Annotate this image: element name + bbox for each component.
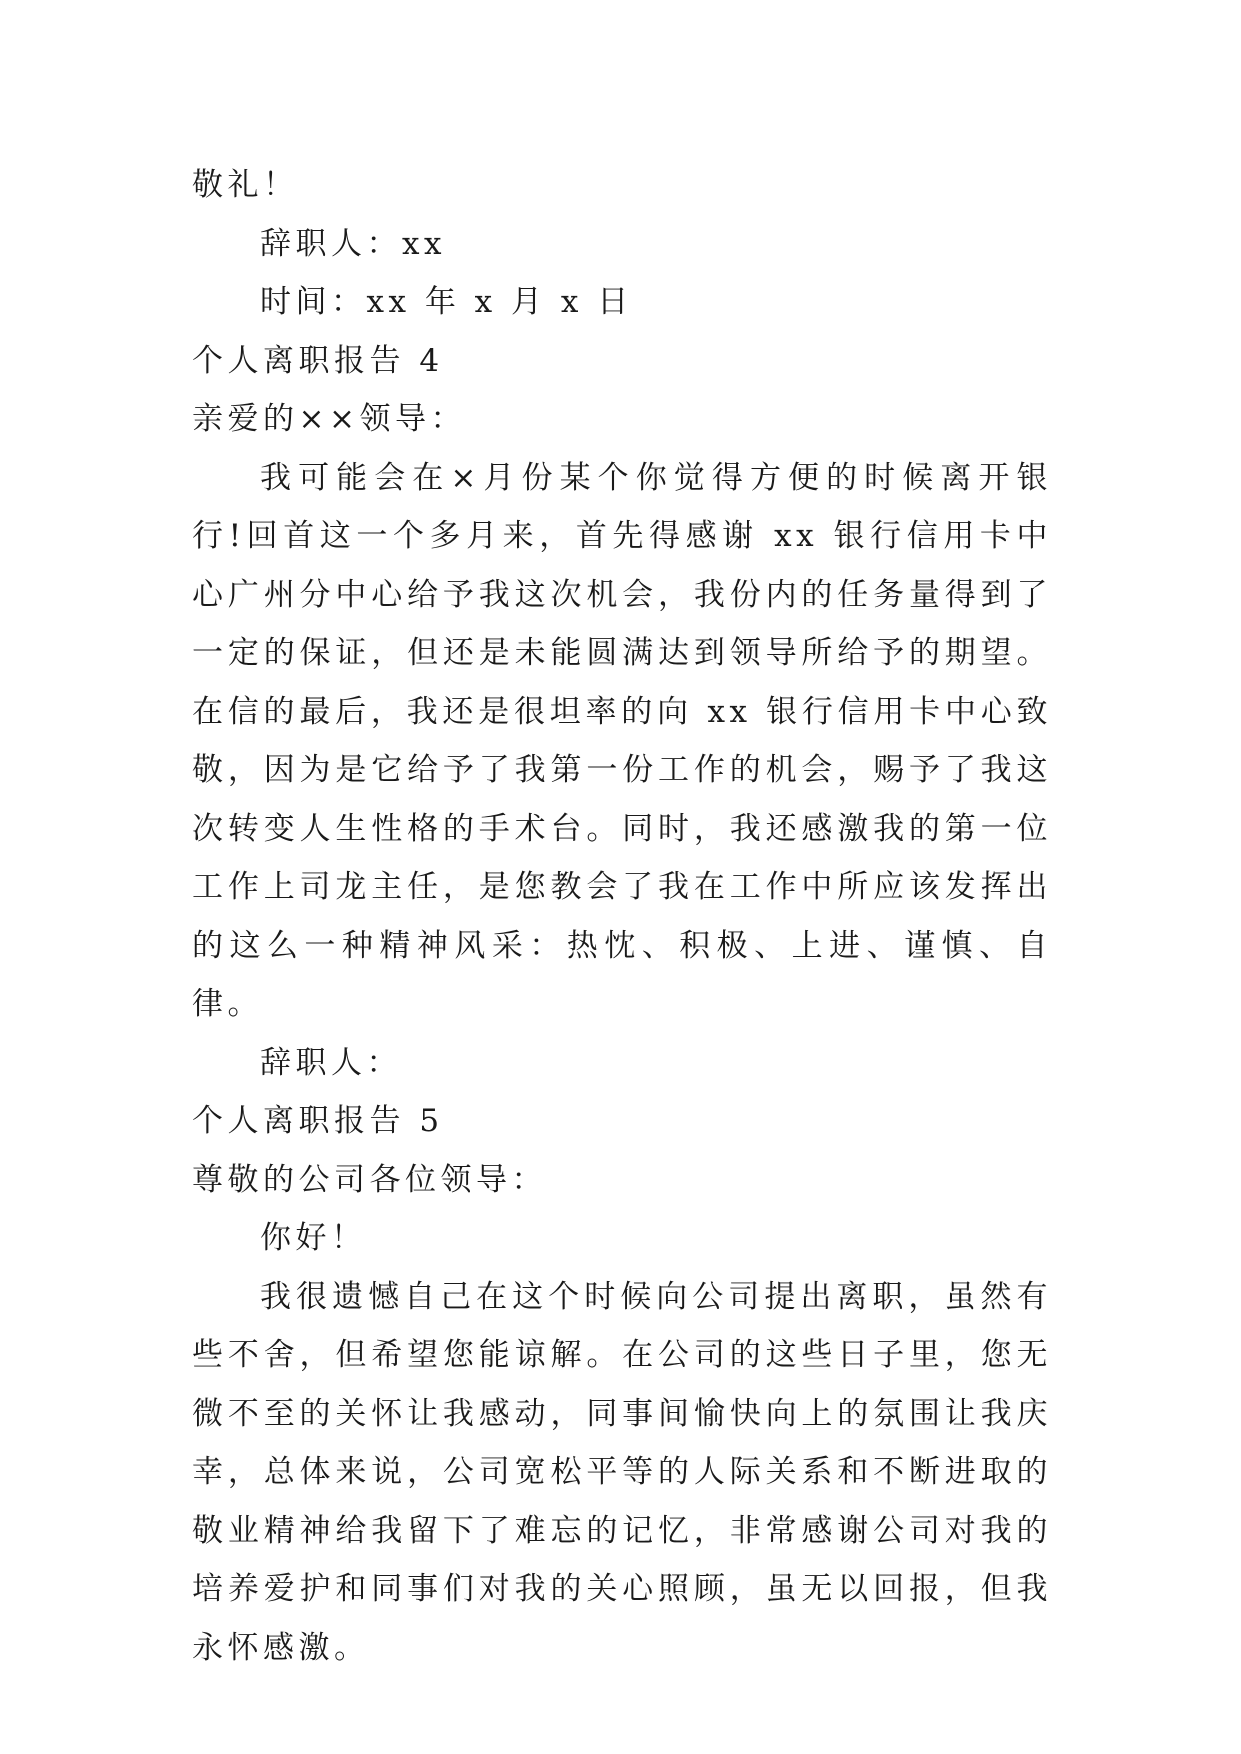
date-line: 时间：xx 年 x 月 x 日	[260, 284, 633, 320]
closing-salute: 敬礼！	[192, 167, 299, 203]
section-5-greeting: 你好！	[260, 1220, 367, 1256]
signer-line: 辞职人：xx	[260, 225, 446, 262]
section-5-body: 我很遗憾自己在这个时候向公司提出离职，虽然有些不舍，但希望您能谅解。在公司的这些日子里，您无微不至的关怀让我感动，同事间愉快向上的氛围让我庆幸，总体来说，公司宽松平等的人际关系和不断进取的敬业精神给我留下了难忘的记忆，非常感谢公司对我的培养爱护和同事们对我的关心照顾，虽无以回报，但我永怀感激。	[192, 1278, 1052, 1666]
document-body	[192, 156, 1052, 1677]
section-5-salutation: 尊敬的公司各位领导：	[192, 1161, 547, 1198]
section-4-title: 个人离职报告 4	[192, 342, 444, 379]
section-4-salutation: 亲爱的××领导：	[192, 401, 466, 437]
section-4-body: 我可能会在×月份某个你觉得方便的时候离开银行!回首这一个多月来，首先得感谢 xx 银行信用卡中心广州分中心给予我这次机会，我份内的任务量得到了一定的保证，但还是未能圆满达到领导所给予的期望。在信的最后，我还是很坦率的向 xx 银行信用卡中心致敬，因为是它给予了我第一份工作的机会，赐予了我这次转变人生性格的手术台。同时，我还感激我的第一位工作上司龙主任，是您教会了我在工作中所应该发挥出的这么一种精神风采：热忱、积极、上进、谨慎、自律。	[192, 459, 1052, 1022]
section-5-title: 个人离职报告 5	[192, 1103, 444, 1139]
section-4-signer: 辞职人：	[260, 1044, 402, 1081]
